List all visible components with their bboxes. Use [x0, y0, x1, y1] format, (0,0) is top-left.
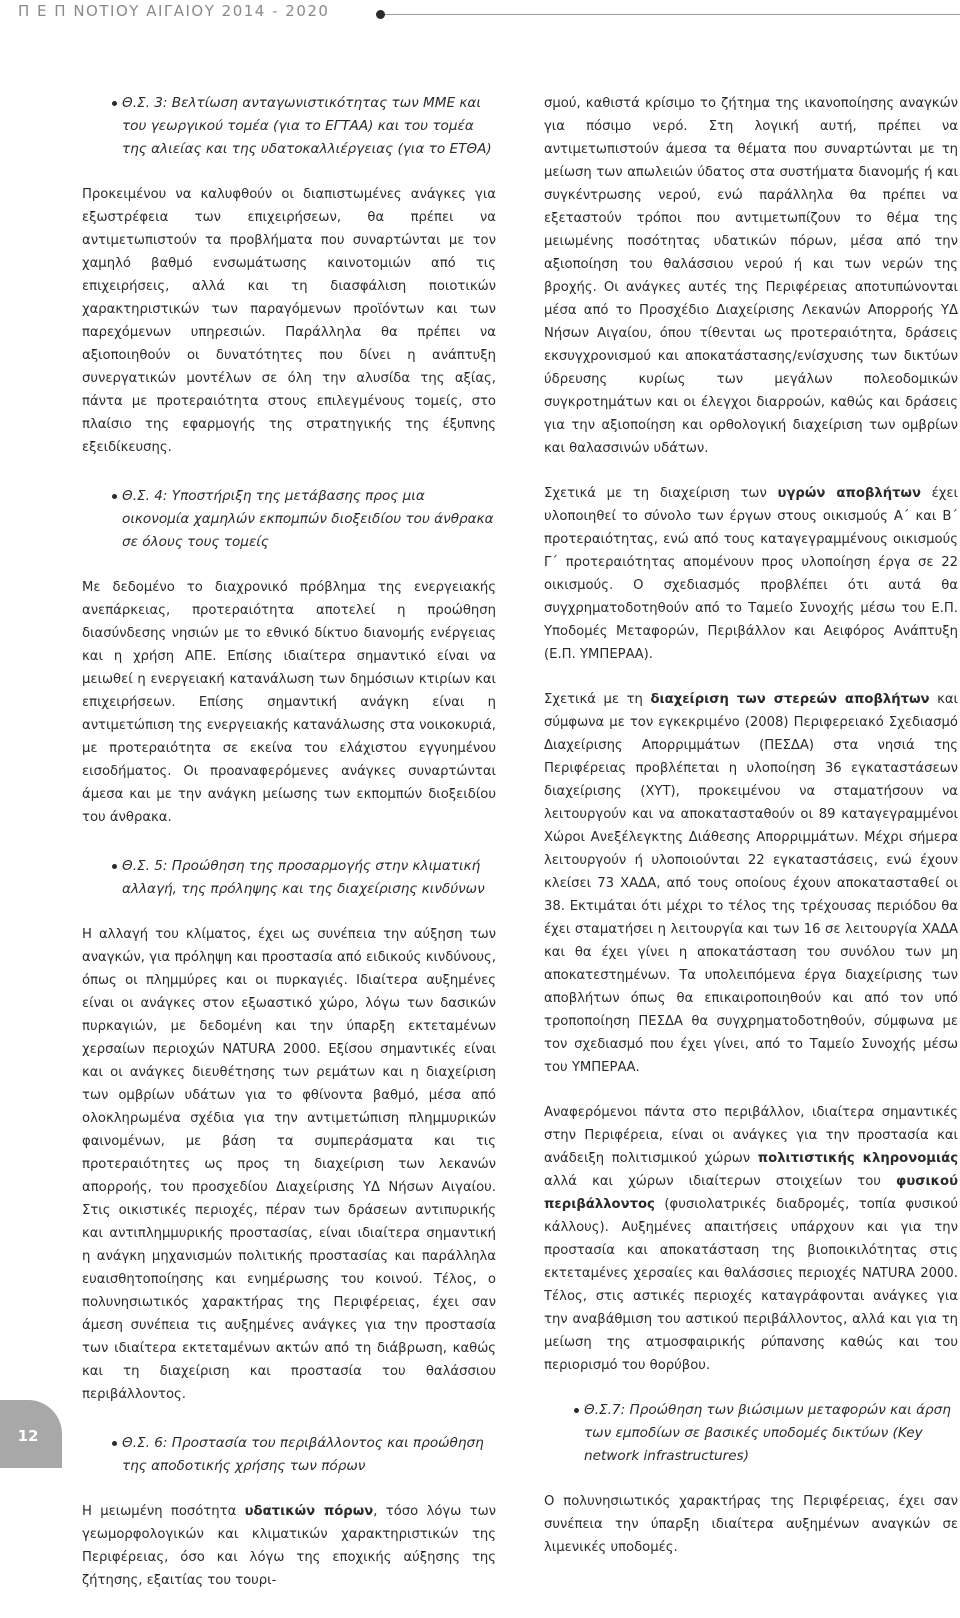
- section-6: [82, 1432, 496, 1592]
- emphasis: διαχείριση των στερεών αποβλήτων: [650, 692, 930, 707]
- bullet-icon: [574, 1408, 579, 1413]
- left-column: [82, 92, 496, 1618]
- solid-waste-paragraph: Σχετικά με τη διαχείριση των στερεών αποβλήτων και σύμφωνα με τον εγκεκριμένο (2008) Περιφερειακό Σχεδιασμό Διαχείρισης Απορριμμάτων (ΠΕΣΔΑ) στα νησιά της Περιφέρειας προβλέπεται η υλοποίηση 36 εγκαταστάσεων διαχείρισης (ΧΥΤ), προκειμένου να σταματήσουν να λειτουργούν και να αποκατασταθούν οι 89 καταγεγραμμένοι Χώροι Ανεξέλεγκτης Διάθεσης Απορριμμάτων. Μέχρι σήμερα λειτουργούν ή υλοποιούνται 22 εγκαταστάσεις, ενώ έχουν κλείσει 73 ΧΑΔΑ, από τους οποίους έχουν αποκατασταθεί οι 38. Εκτιμάται ότι μέχρι το τέλος της τρέχουσας περιόδου θα έχει σταματήσει η λειτουργία και των 16 σε λειτουργία ΧΑΔΑ και θα έχει γίνει η αποκατάσταση του συνόλου των μη αποκατεστημένων. Τα υπολειπόμενα έργα διαχείρισης των αποβλήτων όπως θα επικαιροποιηθούν και από τον υπό τροποποίηση ΠΕΣΔΑ θα συγχρηματοδοτηθούν, σύμφωνα με τον σχεδιασμό που έχει γίνει, από το Ταμείο Συνοχής μέσω του ΥΜΠΕΡΑΑ.: [544, 692, 959, 1075]
- bullet-icon: [112, 101, 117, 106]
- emphasis: υδατικών πόρων: [244, 1504, 374, 1519]
- right-column: [544, 92, 958, 1585]
- header-rule: [376, 14, 960, 15]
- bullet-icon: [112, 494, 117, 499]
- section-4-paragraph: Με δεδομένο το διαχρονικό πρόβλημα της ενεργειακής ανεπάρκειας, προτεραιότητα αποτελεί η προώθηση διασύνδεσης νησιών με το εθνικό δίκτυο διανομής ενέργειας και η χρήση ΑΠΕ. Επίσης ιδιαίτερα σημαντικό είναι να μειωθεί η ενεργειακή κατανάλωση των δημόσιων κτιρίων και επιχειρήσεων. Επίσης σημαντική ανάγκη είναι η αντιμετώπιση της ενεργειακής κατανάλωσης στα νοικοκυριά, με προτεραιότητα σε εκείνα του ελάχιστου εγγυημένου εισοδήματος. Οι προαναφερόμενες ανάγκες συναρτώνται άμεσα και με την ανάγκη μείωσης των εκπομπών διοξειδίου του άνθρακα.: [82, 580, 496, 825]
- section-4-heading: Θ.Σ. 4: Υποστήριξη της μετάβασης προς μια οικονομία χαμηλών εκπομπών διοξειδίου του άνθρακα σε όλους τους τομείς: [82, 485, 496, 554]
- section-3: [82, 92, 496, 459]
- section-5-heading: Θ.Σ. 5: Προώθηση της προσαρμογής στην κλιματική αλλαγή, της πρόληψης και της διαχείρισης κινδύνων: [82, 855, 496, 901]
- section-5: [82, 855, 496, 1406]
- emphasis: πολιτιστικής κληρονομιάς: [757, 1151, 959, 1166]
- bullet-icon: [112, 864, 117, 869]
- bullet-icon: [112, 1441, 117, 1446]
- emphasis: υγρών αποβλήτων: [777, 486, 921, 501]
- section-7: [544, 1399, 958, 1559]
- page-number-badge: 12: [0, 1400, 62, 1468]
- environment-paragraph: Αναφερόμενοι πάντα στο περιβάλλον, ιδιαίτερα σημαντικές στην Περιφέρεια, είναι οι ανάγκες για την προστασία και ανάδειξη πολιτισμικού χώρων πολιτιστικής κληρονομιάς αλλά και χώρων ιδιαίτερων στοιχείων του φυσικού περιβάλλοντος (φυσιολατρικές διαδρομές, τοπία φυσικού κάλλους). Αυξημένες απαιτήσεις υπάρχουν και για την προστασία και αποκατάσταση της βιοποικιλότητας στις εκτεταμένες χερσαίες και θαλάσσιες περιοχές NATURA 2000. Τέλος, στις αστικές περιοχές καταγράφονται ανάγκες για την αναβάθμιση του αστικού περιβάλλοντος, αλλά και για τη μείωση της ατμοσφαιρικής ρύπανσης καθώς και του περιορισμό του θορύβου.: [544, 1105, 959, 1373]
- section-5-paragraph: Η αλλαγή του κλίματος, έχει ως συνέπεια την αύξηση των αναγκών, για πρόληψη και προστασία από ειδικούς κινδύνους, όπως οι πλημμύρες και οι πυρκαγιές. Ιδιαίτερα αυξημένες είναι οι ανάγκες στον εξωαστικό χώρο, λόγω των δασικών πυρκαγιών, με δεδομένη και την ύπαρξη εκτεταμένων χερσαίων περιοχών NATURA 2000. Εξίσου σημαντικές είναι και οι ανάγκες διευθέτησης των ρεμάτων και η διαχείριση των ομβρίων υδάτων για το φθίνοντα βαθμό, μέσα από ολοκληρωμένα σχέδια για την αντιμετώπιση πλημμυρικών φαινομένων, με βάση τα συμπεράσματα και τις προτεραιότητες ως προς τη διαχείριση των λεκανών απορροής, του προσχεδίου Διαχείρισης ΥΔ Νήσων Αιγαίου. Στις οικιστικές περιοχές, πέραν των δράσεων αντιπυρικής και αντιπλημμυρικής προστασίας, είναι ιδιαίτερα σημαντική η ανάγκη μηχανισμών πολιτικής προστασίας και παράλληλα ευαισθητοποίησης και ενημέρωσης του κοινού. Τέλος, ο πολυνησιωτικός χαρακτήρας της Περιφέρειας, έχει σαν άμεση συνέπεια τις αυξημένες ανάγκες για την προστασία των ιδιαίτερα εκτεταμένων ακτών από τη διάβρωση, καθώς και τη διαχείριση και προστασία του θαλάσσιου περιβάλλοντος.: [82, 927, 496, 1402]
- header-rule-dot: [376, 10, 385, 19]
- section-3-heading: Θ.Σ. 3: Βελτίωση ανταγωνιστικότητας των ΜΜΕ και του γεωργικού τομέα (για το ΕΓΤΑΑ) και του τομέα της αλιείας και της υδατοκαλλιέργειας (για το ΕΤΘΑ): [82, 92, 496, 161]
- liquid-waste-paragraph: Σχετικά με τη διαχείριση των υγρών αποβλήτων έχει υλοποιηθεί το σύνολο των έργων στους οικισμούς Α΄ και Β΄ προτεραιότητας, ενώ από τους καταγεγραμμένους οικισμούς Γ΄ προτεραιότητας απομένουν προς υλοποίηση έργα σε 22 οικισμούς. Ο σχεδιασμός προβλέπει ότι αυτά θα συγχρηματοδοτηθούν από το Ταμείο Συνοχής μέσω του Ε.Π. Υποδομές Μεταφορών, Περιβάλλον και Αειφόρος Ανάπτυξη (Ε.Π. ΥΜΠΕΡΑΑ).: [544, 486, 959, 662]
- section-7-paragraph: Ο πολυνησιωτικός χαρακτήρας της Περιφέρειας, έχει σαν συνέπεια την ύπαρξη ιδιαίτερα αυξημένων αναγκών σε λιμενικές υποδομές.: [544, 1494, 958, 1555]
- section-3-paragraph: Προκειμένου να καλυφθούν οι διαπιστωμένες ανάγκες για εξωστρέφεια των επιχειρήσεων, θα πρέπει να αντιμετωπιστούν τα προβλήματα που συναρτώνται με τον χαμηλό βαθμό ενσωμάτωσης καινοτομιών από τις επιχειρήσεις, αλλά και τη διασφάλιση ποιοτικών χαρακτηριστικών των παραγόμενων προϊόντων και των παρεχόμενων υπηρεσιών. Παράλληλα θα πρέπει να αξιοποιηθούν οι δυνατότητες που δίνει η ανάπτυξη συνεργατικών μοντέλων σε όλη την αλυσίδα της αξίας, πάντα με προτεραιότητα στους επιλεγμένους τομείς, στο πλαίσιο της εφαρμογής της στρατηγικής της έξυπνης εξειδίκευσης.: [82, 187, 496, 455]
- section-4: [82, 485, 496, 829]
- running-header: Π Ε Π ΝΟΤΙΟΥ ΑΙΓΑΙΟΥ 2014 - 2020: [18, 2, 330, 20]
- water-paragraph: σμού, καθιστά κρίσιμο το ζήτημα της ικανοποίησης αναγκών για πόσιμο νερό. Στη λογική αυτή, πρέπει να αντιμετωπιστούν άμεσα τα θέματα που συναρτώνται με τη μείωση των απωλειών ύδατος στα συστήματα διανομής ή και συγκέντρωσης νερού, ενώ παράλληλα θα πρέπει να εξεταστούν τρόποι που αντιμετωπίζουν το θέμα της μειωμένης ποσότητας υδατικών πόρων, μέσα από την αξιοποίηση του θαλάσσιου νερού ή και των νερών της βροχής. Οι ανάγκες αυτές της Περιφέρειας αποτυπώνονται μέσα από το Προσχέδιο Διαχείρισης Λεκανών Απορροής ΥΔ Νήσων Αιγαίου, όπου τίθενται ως προτεραιότητα, δράσεις εκσυγχρονισμού και αποκατάστασης/ενίσχυσης των δικτύων ύδρευσης κυρίως των μεγάλων πολεοδομικών συγκροτημάτων και οι έλεγχοι διαρροών, καθώς και δράσεις για την αξιοποίηση και ορθολογική διαχείριση των ομβρίων και θαλασσινών υδάτων.: [544, 96, 958, 456]
- section-6-paragraph: Η μειωμένη ποσότητα υδατικών πόρων, τόσο λόγω των γεωμορφολογικών και κλιματικών χαρακτηριστικών της Περιφέρειας, όσο και λόγω της εποχικής αύξησης της ζήτησης, εξαιτίας του τουρι-: [82, 1504, 496, 1588]
- emphasis: φυσικού περιβάλλοντος: [544, 1174, 958, 1212]
- section-7-heading: Θ.Σ.7: Προώθηση των βιώσιμων μεταφορών και άρση των εμποδίων σε βασικές υποδομές δικτύων (Key network infrastructures): [544, 1399, 958, 1468]
- section-6-heading: Θ.Σ. 6: Προστασία του περιβάλλοντος και προώθηση της αποδοτικής χρήσης των πόρων: [82, 1432, 496, 1478]
